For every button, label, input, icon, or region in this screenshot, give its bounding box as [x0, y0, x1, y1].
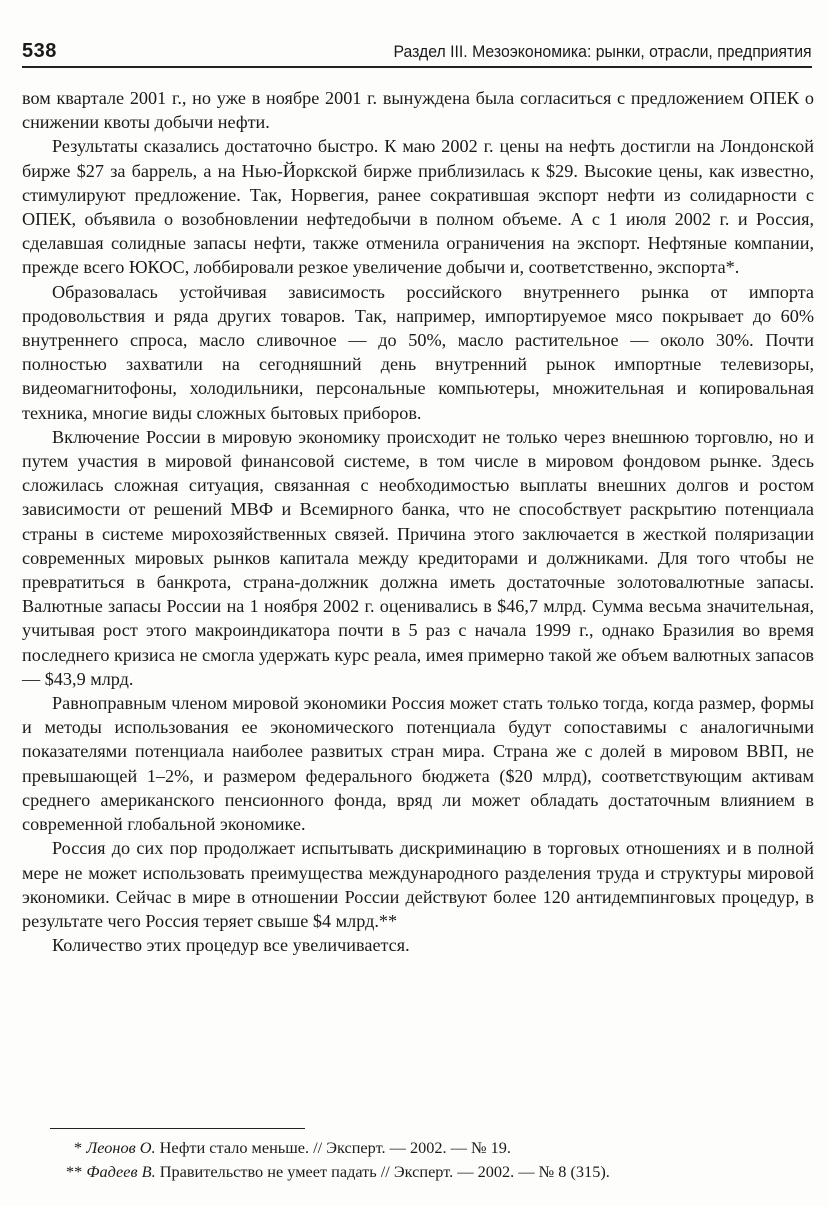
paragraph: Включение России в мировую экономику происходит не только через внешнюю торговлю, но и путем участия в мировой финансовой системе, в том числе в мировом фондовом рынке. Здесь сложилась сложная ситуация, связанная с необходимостью выплаты внешних долгов и ростом зависимости от решений МВФ и Всемирного банка, что не способствует раскрытию потенциала страны в системе мирохозяйственных связей. Причина этого заключается в жесткой поляризации современных мировых рынков капитала между кредиторами и должниками. Для того чтобы не превратиться в банкрота, страна-должник должна иметь достаточные золотовалютные запасы. Валютные запасы России на 1 ноября 2002 г. оценивались в $46,7 млрд. Сумма весьма значительная, учитывая рост этого макроиндикатора почти в 5 раз с начала 1999 г., однако Бразилия во время последнего кризиса не смогла удержать курс реала, имея примерно такой же объем валютных запасов — $43,9 млрд.: [22, 426, 814, 689]
footnote-text: Правительство не умеет падать // Эксперт. — 2002. — № 8 (315).: [155, 1162, 610, 1181]
page-number: 538: [22, 40, 57, 62]
footnote-mark: **: [66, 1162, 83, 1181]
paragraph-continued: вом квартале 2001 г., но уже в ноябре 2001 г. вынуждена была согласиться с предложением ОПЕК о снижении квоты добычи нефти.: [22, 88, 814, 133]
footnote-mark: *: [74, 1138, 83, 1157]
paragraph: Россия до сих пор продолжает испытывать дискриминацию в торговых отношениях и в полной мере не может использовать преимущества международного разделения труда и структуры мировой экономики. Сейчас в мире в отношении России действуют более 120 антидемпинговых процедур, в результате чего Россия теряет свыше $4 млрд.**: [22, 838, 814, 931]
paragraph: Результаты сказались достаточно быстро. К маю 2002 г. цены на нефть достигли на Лондонской бирже $27 за баррель, а на Нью-Йоркской бирже приблизилась к $29. Высокие цены, как известно, стимулируют предложение. Так, Норвегия, ранее сократившая экспорт нефти из солидарности с ОПЕК, объявила о возобновлении нефтедобычи в полном объеме. А с 1 июля 2002 г. и Россия, сделавшая солидные запасы нефти, также отменила ограничения на экспорт. Нефтяные компании, прежде всего ЮКОС, лоббировали резкое увеличение добычи и, соответственно, экспорта*.: [22, 136, 814, 278]
footnotes: [22, 1136, 814, 1184]
paragraph: Количество этих процедур все увеличивается.: [52, 935, 410, 956]
footnote-author: Леонов О.: [86, 1138, 156, 1157]
footnote: [22, 1136, 814, 1160]
page-header: [22, 36, 812, 68]
running-head: Раздел III. Мезоэкономика: рынки, отрасли, предприятия: [393, 42, 812, 61]
paragraph: Образовалась устойчивая зависимость российского внутреннего рынка от импорта продовольствия и ряда других товаров. Так, например, импортируемое мясо покрывает до 60% внутреннего спроса, масло сливочное — до 50%, масло растительное — около 30%. Почти полностью захватили на сегодняшний день внутренний рынок импортные телевизоры, видеомагнитофоны, холодильники, персональные компьютеры, множительная и копировальная техника, многие виды сложных бытовых приборов.: [22, 281, 814, 423]
paragraph: Равноправным членом мировой экономики Россия может стать только тогда, когда размер, формы и методы использования ее экономического потенциала будут сопоставимы с аналогичными показателями потенциала наиболее развитых стран мира. Страна же с долей в мировом ВВП, не превышающей 1–2%, и размером федерального бюджета ($20 млрд), соответствующим активам среднего американского пенсионного фонда, вряд ли может обладать достаточным влиянием в современной глобальной экономике.: [22, 693, 814, 835]
footnote-author: Фадеев В.: [86, 1162, 156, 1181]
footnote-divider: [50, 1128, 305, 1129]
footnote: [22, 1160, 814, 1184]
footnote-text: Нефти стало меньше. // Эксперт. — 2002. — № 19.: [155, 1138, 511, 1157]
body-text: [22, 86, 814, 957]
